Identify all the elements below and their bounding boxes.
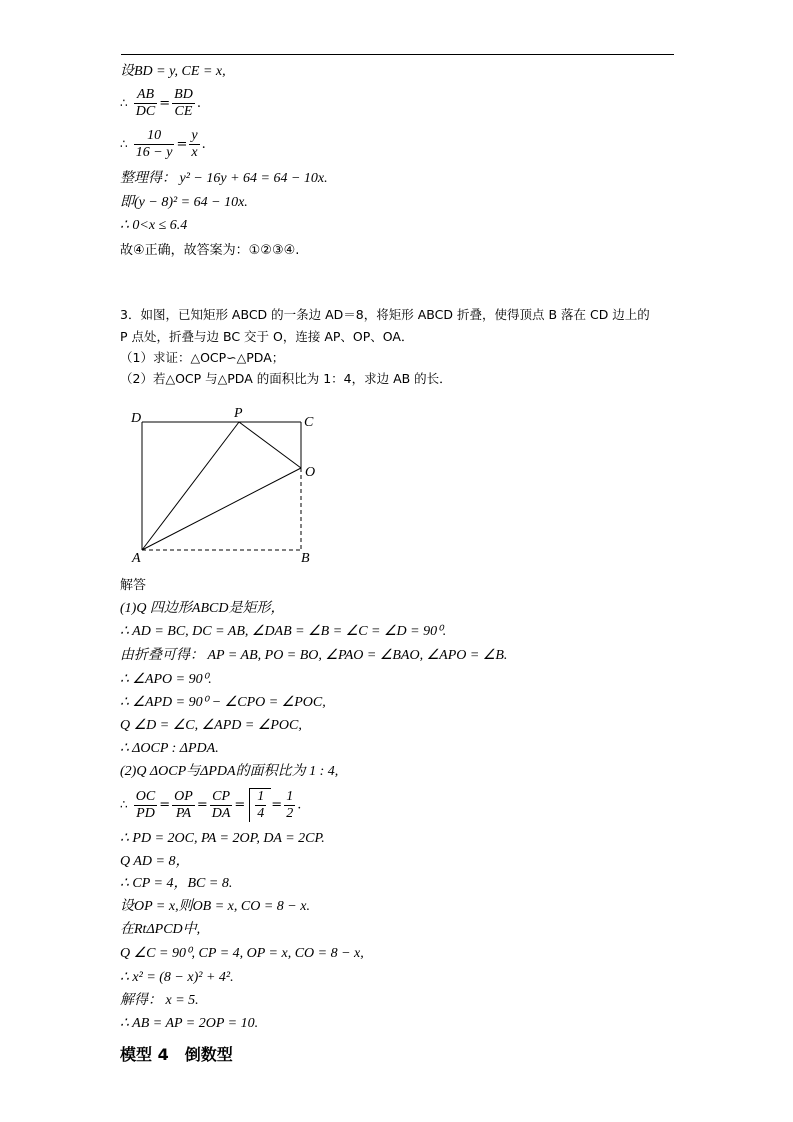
solution-line-17: 解得： x = 5.: [120, 993, 199, 1008]
line-range: ∴ 0<x ≤ 6.4: [120, 218, 188, 233]
rectangle-fold-figure: [120, 400, 330, 570]
fraction-op-pa: $\frac{OP}{PA}$: [174, 788, 193, 821]
solution-line-11: Q AD = 8，: [120, 854, 190, 869]
line-ratio-10: ∴ $\frac{10}{16 - y}$ = $\frac{y}{x}$ .: [120, 128, 206, 160]
therefore-symbol: ∴: [120, 797, 128, 812]
line-conclusion: 故④正确，故答案为：①②③④.: [120, 243, 300, 258]
line-simplify: 整理得： y² − 16y + 64 = 64 − 10x.: [120, 171, 328, 186]
label-p: P: [234, 406, 243, 421]
section-heading-model-4: 模型 4 倒数型: [120, 1045, 233, 1064]
solution-line-10: ∴ PD = 2OC, PA = 2OP, DA = 2CP.: [120, 831, 325, 846]
problem-line-1: 3．如图，已知矩形 ABCD 的一条边 AD＝8，将矩形 ABCD 折叠，使得顶点 B 落在 CD 边上的: [120, 307, 650, 322]
fraction-oc-pd: $\frac{OC}{PD}$: [135, 788, 156, 821]
therefore-symbol: ∴: [120, 96, 128, 110]
solution-line-18: ∴ AB = AP = 2OP = 10.: [120, 1016, 259, 1031]
fraction-cp-da: $\frac{CP}{DA}$: [211, 788, 231, 821]
problem-line-2: P 点处，折叠与边 BC 交于 O，连接 AP、OP、OA．: [120, 329, 414, 344]
segment-po: [239, 422, 301, 468]
segment-ao: [142, 468, 301, 550]
solution-line-16: ∴ x² = (8 − x)² + 4².: [120, 970, 234, 985]
label-c: C: [304, 415, 314, 430]
sqrt-one-quarter: [249, 788, 271, 822]
fraction-1-2: $\frac{1}{2}$: [286, 788, 294, 821]
solution-line-3: 由折叠可得： AP = AB, PO = BO, ∠PAO = ∠BAO, ∠APO = ∠B.: [120, 648, 508, 663]
solution-line-6: Q ∠D = ∠C, ∠APD = ∠POC,: [120, 718, 302, 733]
line-let-bd-ce: 设BD = y, CE = x,: [120, 64, 226, 79]
problem-line-4: （2）若△OCP 与△PDA 的面积比为 1：4，求边 AB 的长．: [120, 371, 452, 386]
therefore-symbol: ∴: [120, 137, 128, 151]
solution-line-13: 设OP = x,则OB = x, CO = 8 − x.: [120, 899, 310, 914]
label-b: B: [301, 551, 310, 566]
fraction-1-4: $\frac{1}{4}$: [257, 789, 265, 821]
solution-line-9-ratios: ∴ $\frac{OC}{PD}$ = $\frac{OP}{PA}$ = $\frac{CP}{DA}$ = $\frac{1}{4}$ = $\frac{1}{2}$ .: [120, 788, 302, 821]
solution-line-1: (1)Q 四边形ABCD是矩形，: [120, 601, 285, 616]
segment-ap: [142, 422, 239, 550]
line-ratio-ab-dc: ∴ $\frac{AB}{DC}$ = $\frac{BD}{CE}$ .: [120, 87, 201, 119]
solution-line-14: 在RtΔPCD中,: [120, 922, 201, 937]
solution-line-15: Q ∠C = 90⁰, CP = 4, OP = x, CO = 8 − x,: [120, 946, 364, 961]
label-o: O: [305, 465, 316, 480]
fraction-bd-ce: $\frac{BD}{CE}$: [174, 87, 193, 119]
solution-title: 解答: [120, 578, 147, 593]
solution-line-5: ∴ ∠APD = 90⁰ − ∠CPO = ∠POC,: [120, 695, 326, 710]
solution-line-12: ∴ CP = 4，BC = 8.: [120, 876, 233, 891]
fraction-ab-dc: $\frac{AB}{DC}$: [135, 87, 156, 119]
label-d: D: [131, 411, 142, 426]
header-rule: [121, 54, 674, 55]
solution-line-7: ∴ ΔOCP : ΔPDA.: [120, 741, 219, 756]
line-square: 即(y − 8)² = 64 − 10x.: [120, 195, 248, 210]
fraction-10-16y: $\frac{10}{16 - y}$: [135, 128, 173, 160]
fraction-y-x: $\frac{y}{x}$: [191, 128, 198, 160]
problem-line-3: （1）求证：△OCP∽△PDA；: [120, 350, 285, 365]
solution-line-8: (2)Q ΔOCP与ΔPDA的面积比为 1 : 4,: [120, 764, 339, 779]
solution-line-4: ∴ ∠APO = 90⁰.: [120, 672, 212, 687]
solution-line-2: ∴ AD = BC, DC = AB, ∠DAB = ∠B = ∠C = ∠D = 90⁰.: [120, 624, 447, 639]
label-a: A: [132, 551, 141, 566]
